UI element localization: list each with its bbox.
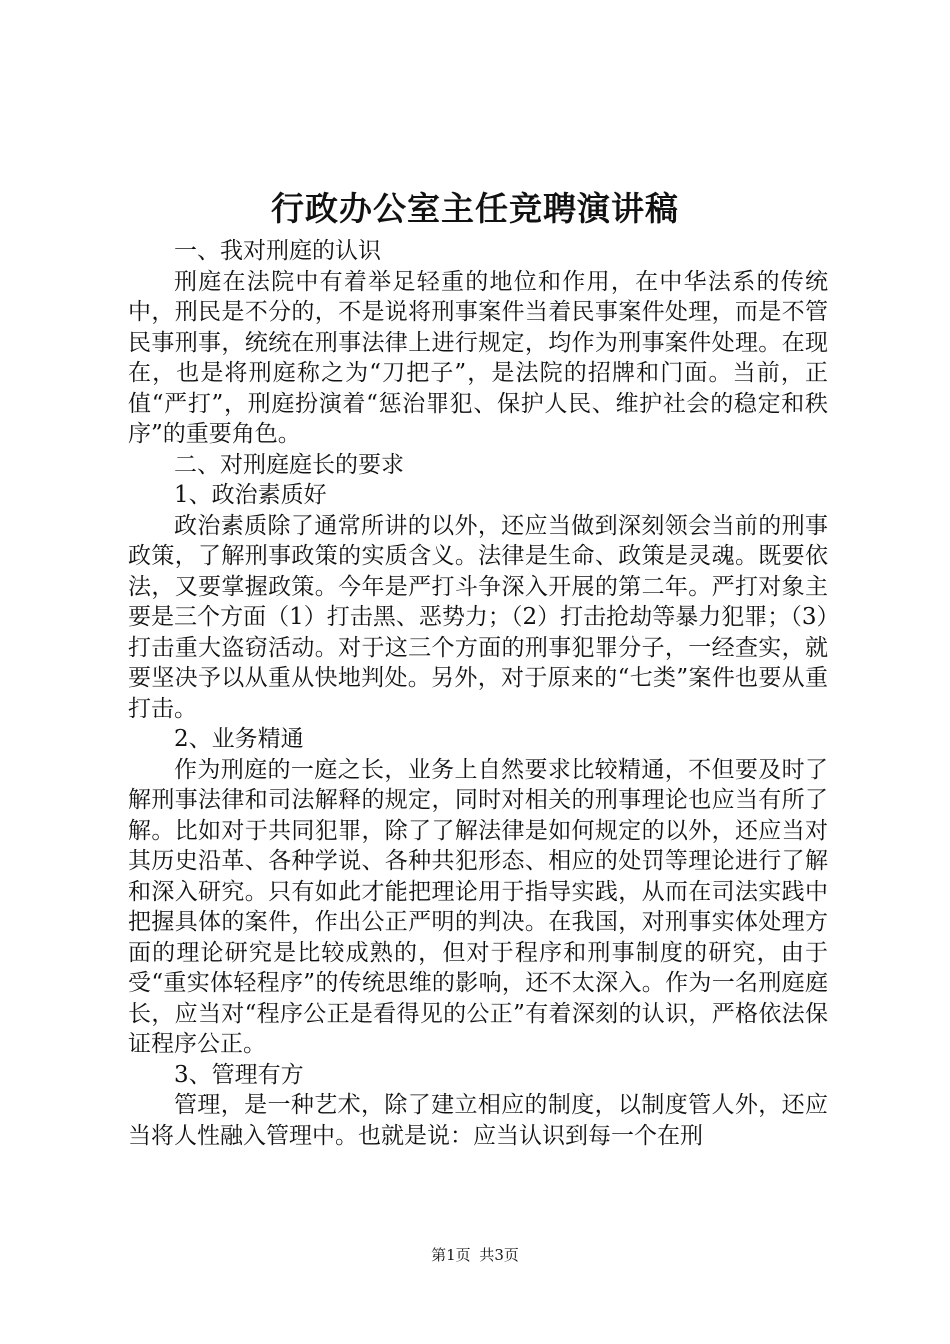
section-heading: 一、我对刑庭的认识	[174, 238, 381, 264]
body-paragraph: 刑庭在法院中有着举足轻重的地位和作用，在中华法系的传统中，刑民是不分的，不是说将刑事案件当着民事案件处理，而是不管民事刑事，统统在刑事法律上进行规定，均作为刑事案件处理。在现在，也是将刑庭称之为“刀把子”，是法院的招牌和门面。当前，正值“严打”，刑庭扮演着“惩治罪犯、保护人民、维护社会的稳定和秩序”的重要角色。	[128, 268, 828, 447]
subsection-heading: 2、业务精通	[174, 726, 304, 752]
page-number: 第1页	[431, 1246, 471, 1264]
section-heading: 二、对刑庭庭长的要求	[174, 451, 404, 478]
body-paragraph: 管理，是一种艺术，除了建立相应的制度，以制度管人外，还应当将人性融入管理中。也就是说：应当认识到每一个在刑	[128, 1092, 828, 1149]
subsection-heading: 1、政治素质好	[174, 482, 327, 508]
page-footer	[0, 1245, 950, 1265]
subsection-heading: 3、管理有方	[174, 1061, 304, 1088]
body-paragraph: 政治素质除了通常所讲的以外，还应当做到深刻领会当前的刑事政策，了解刑事政策的实质含义。法律是生命、政策是灵魂。既要依法，又要掌握政策。今年是严打斗争深入开展的第二年。严打对象主要是三个方面（1）打击黑、恶势力；（2）打击抢劫等暴力犯罪；（3）打击重大盗窃活动。对于这三个方面的刑事犯罪分子，一经查实，就要坚决予以从重从快地判处。另外，对于原来的“七类”案件也要从重打击。	[128, 512, 828, 722]
page-total: 共3页	[479, 1246, 519, 1264]
body-paragraph: 作为刑庭的一庭之长，业务上自然要求比较精通，不但要及时了解刑事法律和司法解释的规定，同时对相关的刑事理论也应当有所了解。比如对于共同犯罪，除了了解法律是如何规定的以外，还应当对其历史沿革、各种学说、各种共犯形态、相应的处罚等理论进行了解和深入研究。只有如此才能把理论用于指导实践，从而在司法实践中把握具体的案件，作出公正严明的判决。在我国，对刑事实体处理方面的理论研究是比较成熟的，但对于程序和刑事制度的研究，由于受“重实体轻程序”的传统思维的影响，还不太深入。作为一名刑庭庭长，应当对“程序公正是看得见的公正”有着深刻的认识，严格依法保证程序公正。	[128, 756, 828, 1057]
document-body	[128, 236, 828, 1151]
document-title: 行政办公室主任竞聘演讲稿	[271, 189, 679, 228]
